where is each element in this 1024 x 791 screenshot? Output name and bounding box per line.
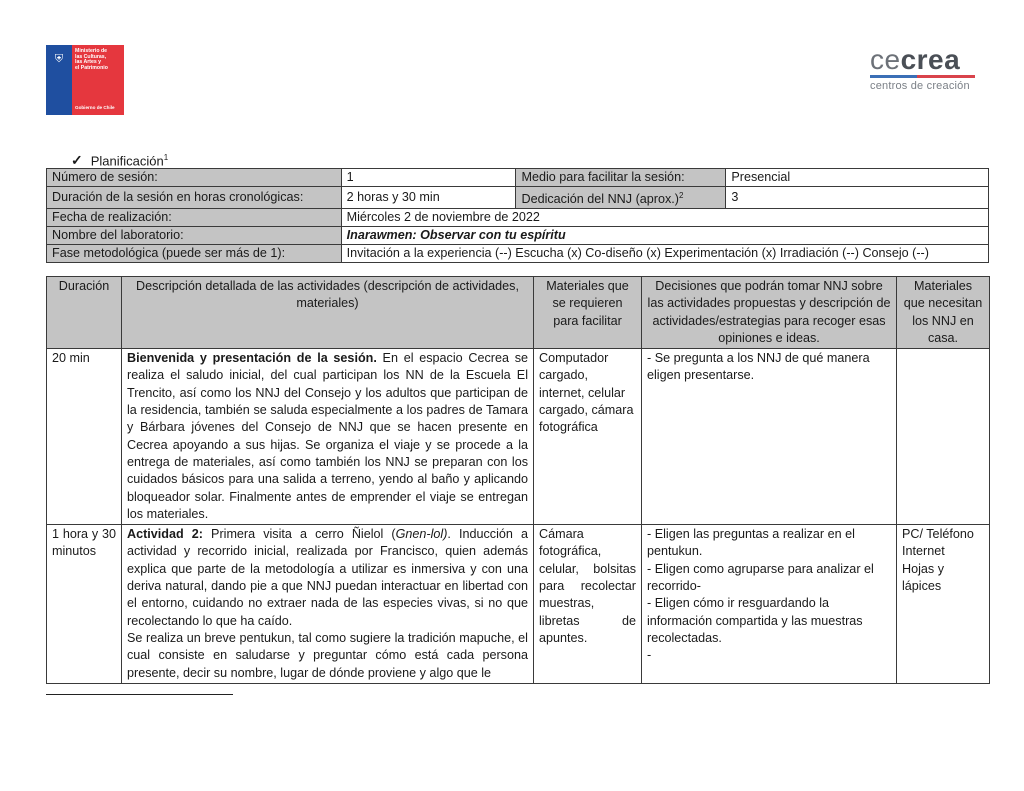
table-row <box>47 245 989 263</box>
home-material-item: Hojas y lápices <box>902 561 944 594</box>
footnote-ref: 1 <box>163 152 169 162</box>
row-decisions <box>642 525 897 684</box>
footnote-separator <box>46 694 233 695</box>
phase-label: Fase metodológica (puede ser más de 1): <box>47 245 342 263</box>
ministry-name-line: Ministerio de <box>75 48 107 54</box>
session-number-value: 1 <box>341 169 516 187</box>
row-decisions <box>642 349 897 525</box>
footnote-ref: 2 <box>678 191 684 200</box>
activity-text-italic: Gnen-lol) <box>395 527 448 542</box>
row-materials: Computador cargado, internet, celular cargado, cámara fotográfica <box>534 349 642 525</box>
dedication-label <box>516 187 726 209</box>
row-description <box>122 525 534 684</box>
cecrea-color-bar <box>870 75 975 78</box>
session-info-table <box>46 168 989 263</box>
activity-text: En el espacio Cecrea se realiza el saludo inicial, del cual participan los NN de la Escuela El Trencito, así como los NNJ del Consejo y los adultos que participan de la residencia, también se saluda especialmente a los padres de Tamara y Bárbara jóvenes del Consejo de NNJ que se hacen presente en Cecrea apoyando a sus hijas. Se organiza el viaje y se procede a la entrega de materiales, así como también los NNJ se preparan con los cuidados básicos para una salida a terreno, yendo al baño y aplicando bloqueador solar. Finalmente antes de emprender el viaje se entregan los materiales. <box>127 351 528 521</box>
date-value: Miércoles 2 de noviembre de 2022 <box>341 209 988 227</box>
ministry-logo-red-panel <box>72 45 124 115</box>
decision-item: - <box>647 648 652 663</box>
activity-text: Primera visita a cerro Ñielol ( <box>202 527 396 542</box>
decision-item: - Eligen como agruparse para analizar el recorrido- <box>647 561 874 594</box>
cecrea-tagline: centros de creación <box>870 80 970 92</box>
dedication-label-text: Dedicación del NNJ (aprox.) <box>521 192 679 207</box>
cecrea-logo <box>870 46 975 92</box>
duration-value: 2 horas y 30 min <box>341 187 516 209</box>
lab-label: Nombre del laboratorio: <box>47 227 342 245</box>
ministry-logo <box>46 45 124 115</box>
ministry-name-line: las Artes y <box>75 59 102 66</box>
planning-heading <box>71 152 168 169</box>
row-home-materials <box>897 525 990 684</box>
decision-item: - Eligen las preguntas a realizar en el pentukun. <box>647 527 855 559</box>
activities-table <box>46 276 990 684</box>
cecrea-wordmark-light: ce <box>870 44 901 75</box>
table-row <box>47 169 989 187</box>
activity-title: Actividad 2: <box>127 527 203 542</box>
activity-title: Bienvenida y presentación de la sesión. <box>127 351 377 366</box>
table-row <box>47 227 989 245</box>
home-material-item: Internet <box>902 544 945 559</box>
activity-text: Se realiza un breve pentukun, tal como sugiere la tradición mapuche, el cual consiste en saludarse y preguntar cómo está cada persona presente, decir su nombre, lugar de dónde proviene y algo que le <box>127 630 528 680</box>
lab-value: Inarawmen: Observar con tu espíritu <box>341 227 988 245</box>
row-duration: 20 min <box>47 349 122 525</box>
activity-text: . Inducción a actividad y recorrido inicial, realizada por Francisco, quien además explica que parte de la metodología a utilizar es inmersiva y con una deriva natural, dando pie a que NNJ puedan interactuar en libertad con el entorno, cuidando no extraer nada de las especies vivas, si no que recolectando lo que ha caído. <box>127 527 528 628</box>
header-home-materials: Materiales que necesitan los NNJ en casa. <box>897 277 990 349</box>
header-duration: Duración <box>47 277 122 349</box>
checkmark-icon: ✓ <box>71 152 83 168</box>
medium-label: Medio para facilitar la sesión: <box>516 169 726 187</box>
duration-label: Duración de la sesión en horas cronológicas: <box>47 187 342 209</box>
table-row <box>47 187 989 209</box>
decision-item: - Se pregunta a los NNJ de qué manera eligen presentarse. <box>647 351 870 383</box>
header-description: Descripción detallada de las actividades (descripción de actividades, materiales) <box>122 277 534 349</box>
header-decisions: Decisiones que podrán tomar NNJ sobre las actividades propuestas y descripción de actividades/estrategias para recoger esas opiniones e ideas. <box>642 277 897 349</box>
table-row <box>47 349 990 525</box>
header-facilitator-materials: Materiales que se requieren para facilitar <box>534 277 642 349</box>
row-materials: Cámara fotográfica, celular, bolsitas para recolectar muestras, libretas de apuntes. <box>534 525 642 684</box>
ministry-logo-blue-panel <box>46 45 72 115</box>
row-duration: 1 hora y 30 minutos <box>47 525 122 684</box>
dedication-value: 3 <box>726 187 989 209</box>
row-home-materials <box>897 349 990 525</box>
session-number-label: Número de sesión: <box>47 169 342 187</box>
cecrea-wordmark <box>870 46 975 74</box>
row-description <box>122 349 534 525</box>
table-row <box>47 525 990 684</box>
ministry-name-line: las Culturas, <box>75 53 107 60</box>
medium-value: Presencial <box>726 169 989 187</box>
ministry-name-line: el Patrimonio <box>75 64 108 71</box>
government-label: Gobierno de Chile <box>75 105 115 111</box>
date-label: Fecha de realización: <box>47 209 342 227</box>
coat-of-arms-icon: ⛨ <box>54 53 64 65</box>
decision-item: - Eligen cómo ir resguardando la información compartida y las muestras recolectadas. <box>647 596 863 645</box>
planning-title: Planificación <box>90 153 164 169</box>
home-material-item: PC/ Teléfono <box>902 527 974 542</box>
phase-value: Invitación a la experiencia (--) Escucha (x) Co-diseño (x) Experimentación (x) Irradiación (--) Consejo (--) <box>341 245 988 263</box>
cecrea-wordmark-bold: crea <box>900 44 961 75</box>
table-row <box>47 209 989 227</box>
table-header-row <box>47 277 990 349</box>
